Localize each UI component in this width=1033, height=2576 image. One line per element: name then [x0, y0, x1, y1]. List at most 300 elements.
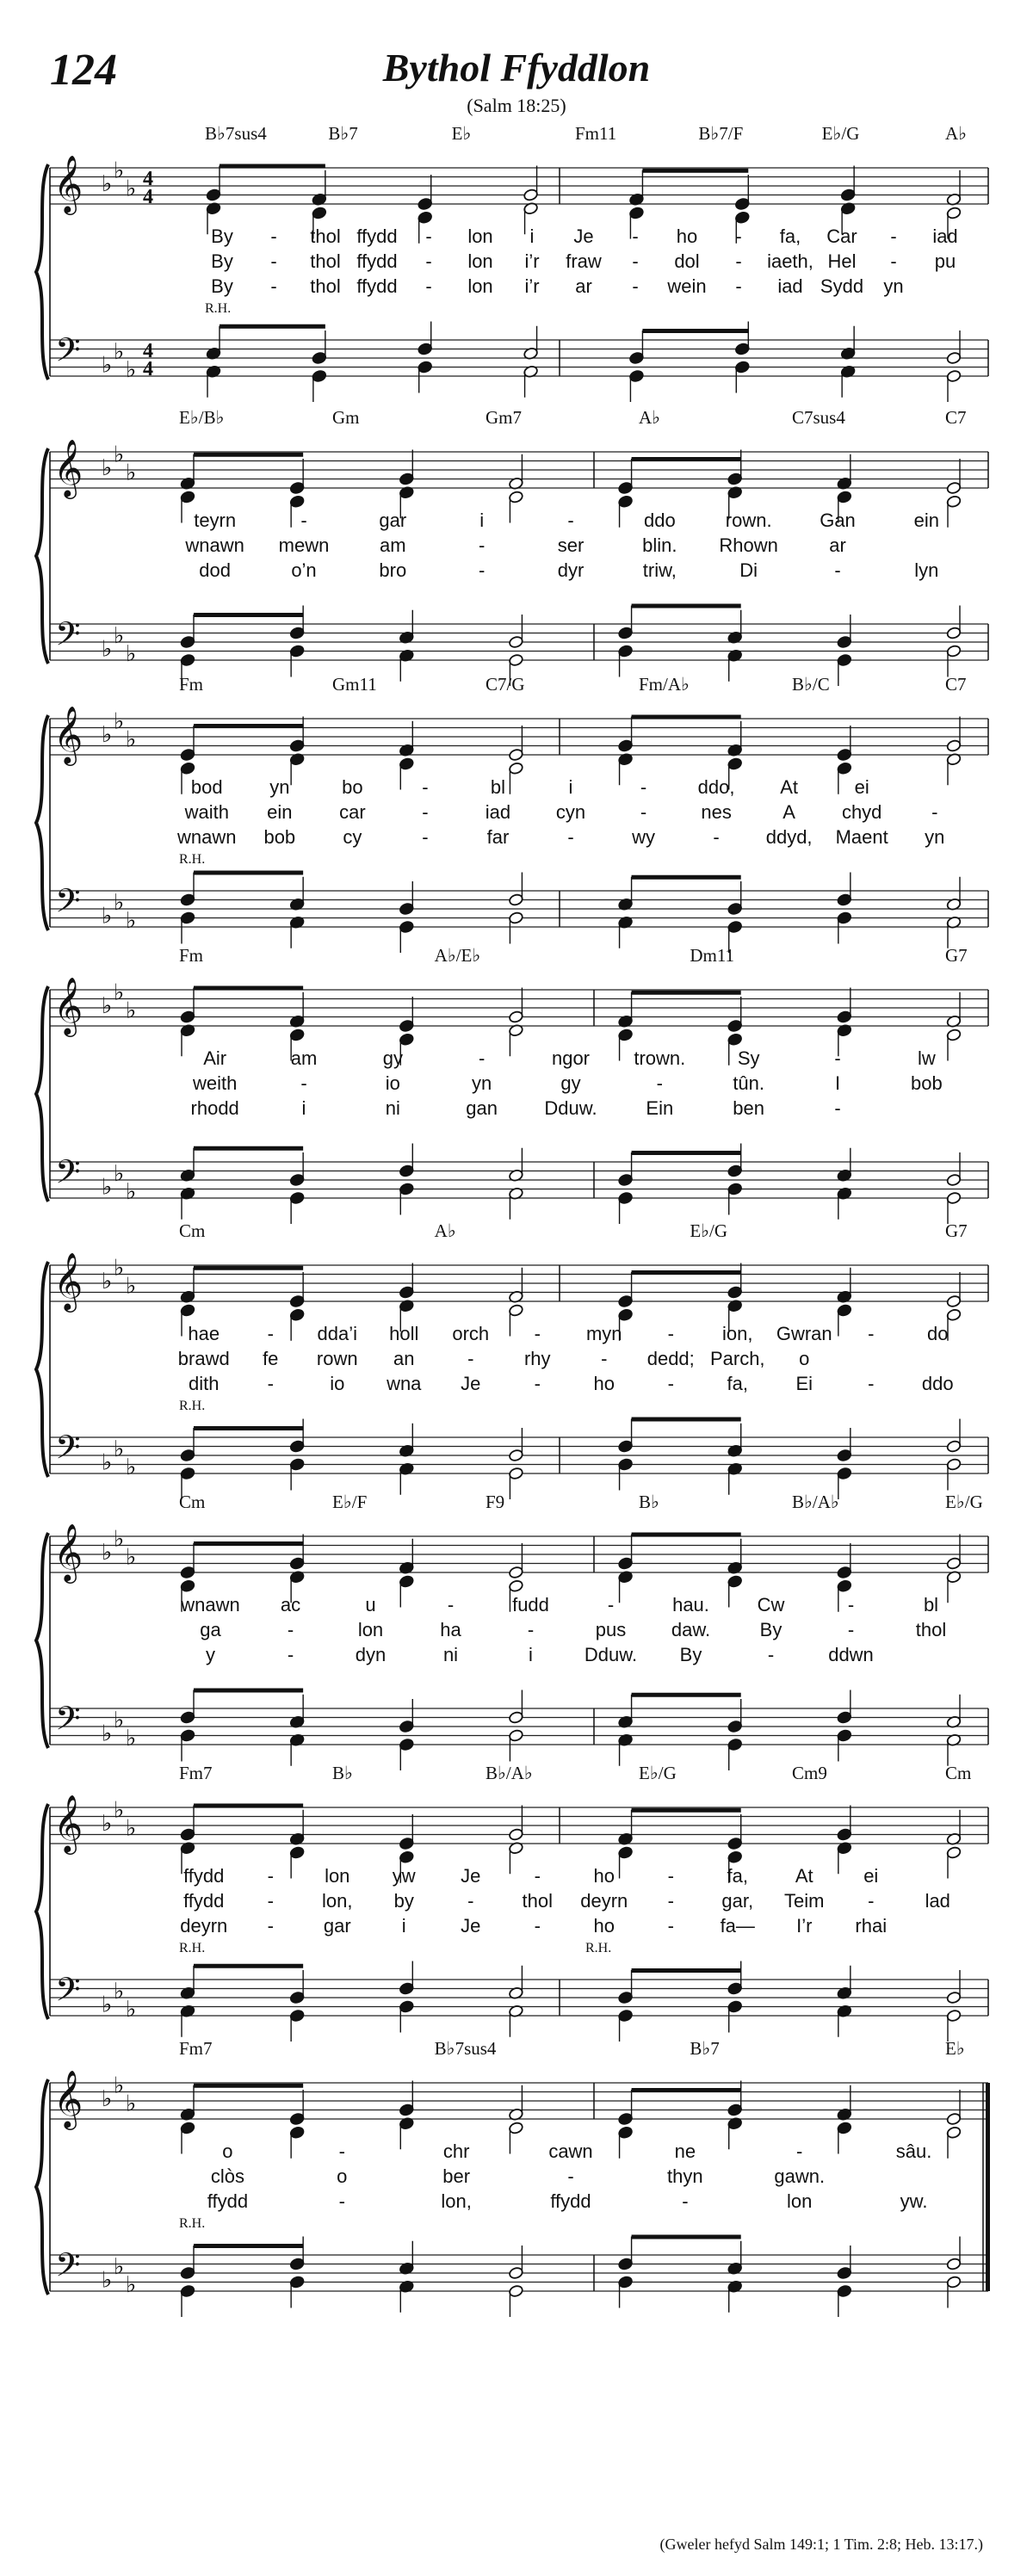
lyric-syllable: dyr: [557, 559, 585, 581]
lyric-hyphen: -: [640, 776, 647, 798]
note-head: [508, 1579, 523, 1592]
lyric-hyphen: -: [834, 1097, 841, 1119]
note-head: [508, 1010, 523, 1023]
lyric-syllable: daw.: [671, 1619, 711, 1640]
lyric-syllable: clòs: [210, 2165, 244, 2187]
system-brace: [36, 1262, 48, 1477]
note-head: [727, 1033, 743, 1046]
chord-symbol: B♭: [332, 1763, 353, 1783]
treble-clef-icon: 𝄞: [53, 705, 84, 763]
flat-icon: ♭: [126, 176, 137, 202]
lyric-syllable: rown.: [725, 510, 772, 531]
right-hand-mark: R.H.: [179, 1941, 206, 1955]
lyric-syllable: i: [568, 776, 573, 798]
chord-symbol: Fm: [179, 674, 204, 695]
note-head: [946, 2112, 962, 2125]
flat-icon: ♭: [126, 1544, 137, 1571]
note-head: [727, 757, 743, 770]
note-head: [837, 2122, 852, 2134]
lyric-syllable: deyrn: [180, 1915, 228, 1937]
flat-icon: ♭: [102, 1269, 113, 1294]
flat-icon: ♭: [126, 1815, 137, 1842]
treble-clef-icon: 𝄞: [53, 1794, 84, 1852]
lyric-syllable: o: [337, 2165, 348, 2187]
note-head: [508, 491, 523, 503]
note-head: [837, 635, 852, 648]
note-head: [289, 1440, 305, 1453]
note-head: [727, 1164, 743, 1177]
note-head: [946, 1191, 962, 1204]
beam: [632, 1418, 741, 1422]
lyric-syllable: ha: [440, 1619, 461, 1640]
chord-symbol: B♭7/F: [698, 123, 744, 144]
flat-icon: ♭: [126, 1996, 137, 2023]
lyric-syllable: chyd: [841, 801, 882, 823]
note-head: [508, 1467, 523, 1480]
note-head: [628, 369, 644, 382]
lyric-hyphen: -: [467, 1348, 474, 1369]
note-head: [946, 2276, 962, 2289]
lyric-hyphen: -: [868, 1890, 875, 1912]
lyric-syllable: rown: [316, 1348, 358, 1369]
note-head: [727, 1982, 743, 1995]
cross-references: (Gweler hefyd Salm 149:1; 1 Tim. 2:8; Heb. 13:17.): [659, 2536, 983, 2553]
lyric-syllable: ffydd: [183, 1890, 225, 1912]
beam: [194, 2244, 303, 2248]
lyric-syllable: ddo: [921, 1373, 954, 1394]
flat-icon: ♭: [114, 889, 125, 916]
chord-symbol: C7sus4: [792, 407, 845, 428]
lyric-syllable: o’n: [291, 559, 317, 581]
note-head: [837, 1467, 852, 1480]
chord-symbol: B♭/A♭: [486, 1763, 533, 1783]
lyric-syllable: wein: [667, 275, 707, 297]
lyric-hyphen: -: [534, 1373, 541, 1394]
note-head: [618, 2276, 634, 2289]
lyric-hyphen: -: [847, 1594, 855, 1615]
lyric-syllable: ser: [557, 534, 585, 556]
note-head: [946, 2258, 962, 2270]
lyric-syllable: lon: [325, 1865, 350, 1887]
chord-symbol: E♭/B♭: [179, 407, 225, 428]
lyric-hyphen: -: [287, 1619, 294, 1640]
lyric-hyphen: -: [338, 2190, 345, 2212]
note-head: [289, 645, 305, 658]
lyric-syllable: gan: [466, 1097, 498, 1119]
lyric-syllable: tûn.: [733, 1072, 765, 1094]
beam: [194, 1266, 303, 1270]
note-head: [508, 911, 523, 924]
lyric-syllable: bl: [923, 1594, 939, 1615]
lyric-syllable: lw: [917, 1047, 936, 1069]
note-head: [180, 1566, 195, 1578]
lyric-syllable: gar: [323, 1915, 351, 1937]
lyric-syllable: am: [290, 1047, 318, 1069]
note-head: [946, 481, 962, 494]
lyric-syllable: i: [529, 225, 535, 247]
lyric-hyphen: -: [682, 2190, 689, 2212]
beam: [632, 1808, 741, 1813]
note-head: [289, 1191, 305, 1204]
lyric-syllable: dith: [189, 1373, 220, 1394]
chord-symbol: C7/G: [486, 674, 525, 695]
note-head: [618, 2126, 634, 2139]
time-signature-top: 4: [143, 340, 153, 362]
lyric-syllable: Car: [826, 225, 857, 247]
note-head: [399, 2000, 414, 2013]
lyric-syllable: lon: [467, 275, 493, 297]
note-head: [727, 1738, 743, 1751]
note-head: [837, 1566, 852, 1578]
note-head: [618, 627, 634, 639]
lyric-syllable: i: [401, 1915, 406, 1937]
lyric-syllable: Gan: [820, 510, 856, 531]
note-head: [180, 1449, 195, 1461]
beam: [194, 986, 303, 991]
lyric-syllable: thol: [310, 225, 341, 247]
beam: [632, 1270, 741, 1275]
note-head: [312, 351, 327, 364]
lyric-hyphen: -: [601, 1348, 608, 1369]
lyric-syllable: thol: [310, 250, 341, 272]
chord-symbol: E♭/G: [945, 1492, 983, 1512]
lyric-syllable: Je: [461, 1865, 481, 1887]
lyric-hyphen: -: [425, 275, 432, 297]
note-head: [946, 2009, 962, 2022]
note-head: [618, 2112, 634, 2125]
beam: [220, 324, 325, 329]
note-head: [727, 1575, 743, 1588]
lyric-syllable: ddyd,: [765, 826, 813, 848]
beam: [632, 875, 741, 880]
lyric-syllable: Sydd: [820, 275, 864, 297]
note-head: [206, 188, 221, 201]
note-head: [727, 2000, 743, 2013]
lyric-syllable: dyn: [355, 1644, 387, 1665]
note-head: [727, 920, 743, 933]
lyric-syllable: lad: [925, 1890, 950, 1912]
lyric-syllable: fudd: [512, 1594, 549, 1615]
music-system: [36, 2038, 990, 2317]
beam: [194, 871, 303, 875]
lyric-hyphen: -: [632, 250, 639, 272]
lyric-hyphen: -: [534, 1915, 541, 1937]
note-head: [180, 1729, 195, 1742]
note-head: [399, 902, 414, 915]
lyric-hyphen: -: [847, 1619, 855, 1640]
lyric-syllable: wnawn: [181, 1594, 240, 1615]
note-head: [399, 757, 414, 770]
flat-icon: ♭: [102, 993, 113, 1019]
beam: [642, 329, 748, 333]
lyric-hyphen: -: [567, 2165, 574, 2187]
note-head: [840, 188, 856, 201]
flat-icon: ♭: [102, 722, 113, 748]
lyric-syllable: orch: [452, 1323, 490, 1344]
note-head: [289, 1846, 305, 1859]
flat-icon: ♭: [102, 455, 113, 481]
lyric-syllable: pu: [934, 250, 956, 272]
lyric-syllable: ffydd: [183, 1865, 225, 1887]
lyric-hyphen: -: [632, 275, 639, 297]
note-head: [946, 739, 962, 752]
lyric-hyphen: -: [425, 225, 432, 247]
lyric-syllable: hau.: [672, 1594, 709, 1615]
note-head: [618, 1308, 634, 1321]
beam: [194, 1426, 303, 1430]
note-head: [946, 1440, 962, 1453]
flat-icon: ♭: [126, 998, 137, 1024]
lyric-syllable: Je: [461, 1373, 481, 1394]
lyric-syllable: bob: [910, 1072, 943, 1094]
lyric-syllable: bo: [342, 776, 363, 798]
lyric-syllable: io: [385, 1072, 400, 1094]
flat-icon: ♭: [126, 1725, 137, 1751]
lyric-hyphen: -: [890, 225, 897, 247]
note-head: [180, 2284, 195, 2297]
system-brace: [36, 986, 48, 1202]
system-brace: [36, 1533, 48, 1748]
note-head: [508, 2266, 523, 2279]
lyric-syllable: Rhown: [719, 534, 778, 556]
song-number: 124: [50, 46, 117, 95]
flat-icon: ♭: [114, 1160, 125, 1187]
lyric-syllable: lon,: [322, 1890, 353, 1912]
treble-clef-icon: 𝄞: [53, 154, 84, 213]
note-head: [399, 473, 414, 485]
note-head: [946, 1458, 962, 1471]
note-head: [180, 1304, 195, 1317]
lyric-hyphen: -: [422, 826, 429, 848]
music-system: [36, 1492, 988, 1770]
lyric-syllable: y: [206, 1644, 215, 1665]
flat-icon: ♭: [102, 2086, 113, 2112]
note-head: [727, 1019, 743, 1032]
chord-symbol: Gm: [332, 407, 360, 428]
note-head: [837, 748, 852, 761]
note-head: [618, 1294, 634, 1307]
note-head: [837, 491, 852, 503]
beam: [632, 604, 741, 608]
lyric-syllable: hae: [188, 1323, 220, 1344]
beam: [632, 1693, 741, 1697]
bass-clef-icon: 𝄢: [55, 330, 81, 377]
flat-icon: ♭: [102, 2267, 113, 2294]
note-head: [418, 343, 433, 355]
chord-symbol: E♭: [451, 123, 472, 144]
chord-symbol: Cm: [179, 1492, 206, 1512]
lyric-syllable: ein: [267, 801, 293, 823]
lyric-hyphen: -: [425, 250, 432, 272]
note-head: [727, 1837, 743, 1850]
lyric-syllable: chr: [442, 2140, 470, 2162]
chord-symbol: Fm7: [179, 2038, 213, 2059]
note-head: [734, 211, 750, 224]
chord-symbol: E♭/G: [639, 1763, 677, 1783]
note-head: [399, 1286, 414, 1299]
bass-clef-icon: 𝄢: [55, 615, 81, 661]
flat-icon: ♭: [102, 636, 113, 663]
beam: [632, 457, 741, 461]
lyric-syllable: iad: [932, 225, 958, 247]
note-head: [312, 207, 327, 219]
lyric-hyphen: -: [338, 2140, 345, 2162]
chord-symbol: Cm: [179, 1220, 206, 1241]
note-head: [418, 197, 433, 210]
flat-icon: ♭: [114, 1978, 125, 2005]
lyric-syllable: by: [393, 1890, 414, 1912]
chord-symbol: A♭: [945, 123, 968, 144]
note-head: [727, 2103, 743, 2116]
lyric-syllable: ffydd: [356, 225, 398, 247]
lyric-syllable: ho: [593, 1373, 615, 1394]
note-head: [946, 1991, 962, 2004]
lyric-syllable: iaeth,: [767, 250, 813, 272]
lyric-syllable: waith: [184, 801, 229, 823]
beam: [632, 1151, 741, 1155]
lyric-syllable: ddwn: [828, 1644, 874, 1665]
lyric-syllable: ei: [863, 1865, 879, 1887]
music-system: [36, 407, 988, 686]
flat-icon: ♭: [102, 352, 113, 379]
lyric-syllable: wy: [632, 826, 655, 848]
note-head: [508, 2284, 523, 2297]
lyric-syllable: ne: [674, 2140, 696, 2162]
lyric-syllable: rhodd: [190, 1097, 239, 1119]
lyric-syllable: cawn: [548, 2140, 593, 2162]
lyric-hyphen: -: [267, 1373, 274, 1394]
lyric-syllable: ac: [280, 1594, 301, 1615]
lyric-syllable: gawn.: [774, 2165, 826, 2187]
lyric-syllable: gy: [382, 1047, 403, 1069]
note-head: [618, 495, 634, 508]
note-head: [180, 2266, 195, 2279]
bass-clef-icon: 𝄢: [55, 1428, 81, 1474]
note-head: [727, 473, 743, 485]
note-head: [837, 2266, 852, 2279]
lyric-syllable: blin.: [642, 534, 677, 556]
note-head: [289, 1029, 305, 1041]
chord-symbol: G7: [945, 945, 968, 966]
chord-symbol: Fm7: [179, 1763, 213, 1783]
chord-symbol: B♭/C: [792, 674, 830, 695]
lyric-syllable: A: [782, 801, 795, 823]
lyric-hyphen: -: [667, 1323, 674, 1344]
lyric-syllable: ho: [593, 1865, 615, 1887]
lyric-syllable: Je: [573, 225, 594, 247]
lyric-hyphen: -: [667, 1865, 674, 1887]
lyric-syllable: Dduw.: [584, 1644, 638, 1665]
lyric-syllable: yn: [883, 275, 904, 297]
note-head: [508, 1711, 523, 1724]
note-head: [289, 2009, 305, 2022]
flat-icon: ♭: [114, 622, 125, 649]
lyric-syllable: Dduw.: [544, 1097, 597, 1119]
note-head: [523, 188, 539, 201]
treble-clef-icon: 𝄞: [53, 1523, 84, 1581]
lyric-syllable: ffydd: [550, 2190, 591, 2212]
note-head: [418, 211, 433, 224]
lyric-syllable: fa,: [779, 225, 801, 247]
lyric-syllable: car: [339, 801, 366, 823]
flat-icon: ♭: [126, 640, 137, 667]
note-head: [837, 911, 852, 924]
lyric-syllable: fe: [263, 1348, 279, 1369]
note-head: [837, 1304, 852, 1317]
lyric-syllable: myn: [585, 1323, 622, 1344]
beam: [632, 991, 741, 995]
note-head: [727, 1850, 743, 1863]
chord-symbol: E♭/G: [821, 123, 860, 144]
lyric-syllable: Parch,: [709, 1348, 765, 1369]
lyric-syllable: Air: [203, 1047, 227, 1069]
lyric-syllable: fraw: [566, 250, 602, 272]
lyric-syllable: fa—: [720, 1915, 755, 1937]
lyric-syllable: By: [759, 1619, 782, 1640]
lyric-hyphen: -: [632, 225, 639, 247]
note-head: [727, 1720, 743, 1733]
lyric-syllable: ben: [733, 1097, 765, 1119]
chord-symbol: Fm/A♭: [639, 674, 690, 695]
lyric-hyphen: -: [422, 801, 429, 823]
note-head: [180, 748, 195, 761]
note-head: [837, 1010, 852, 1023]
note-head: [508, 635, 523, 648]
lyric-hyphen: -: [667, 1890, 674, 1912]
lyric-syllable: lon: [467, 250, 493, 272]
flat-icon: ♭: [114, 442, 125, 468]
note-head: [399, 1982, 414, 1995]
flat-icon: ♭: [126, 726, 137, 753]
chord-symbol: B♭/A♭: [792, 1492, 839, 1512]
note-head: [837, 2284, 852, 2297]
note-head: [618, 1191, 634, 1204]
chord-symbol: Gm11: [332, 674, 377, 695]
note-head: [180, 1010, 195, 1023]
lyric-syllable: lon: [357, 1619, 384, 1640]
lyric-syllable: ga: [200, 1619, 221, 1640]
note-head: [180, 893, 195, 906]
lyric-syllable: ni: [442, 1644, 459, 1665]
note-head: [946, 627, 962, 639]
lyric-hyphen: -: [667, 1915, 674, 1937]
chord-symbol: F9: [486, 1492, 505, 1512]
chord-symbol: C7: [945, 407, 967, 428]
chord-symbol: E♭/G: [690, 1220, 728, 1241]
note-head: [618, 1173, 634, 1186]
flat-icon: ♭: [114, 1797, 125, 1824]
flat-icon: ♭: [126, 907, 137, 934]
flat-icon: ♭: [114, 1526, 125, 1553]
lyric-hyphen: -: [796, 2140, 803, 2162]
lyric-syllable: ber: [442, 2165, 471, 2187]
lyric-hyphen: -: [479, 534, 486, 556]
flat-icon: ♭: [102, 1811, 113, 1837]
system-brace: [36, 2079, 48, 2295]
note-head: [508, 1566, 523, 1578]
lyric-hyphen: -: [300, 510, 307, 531]
note-head: [289, 2112, 305, 2125]
lyric-syllable: Cw: [757, 1594, 785, 1615]
note-head: [837, 1828, 852, 1841]
lyric-syllable: lon,: [441, 2190, 472, 2212]
note-head: [946, 1308, 962, 1321]
lyric-syllable: ffydd: [207, 2190, 249, 2212]
lyric-syllable: By: [211, 275, 233, 297]
lyric-hyphen: -: [767, 1644, 775, 1665]
chord-symbol: Cm9: [792, 1763, 827, 1783]
note-head: [180, 635, 195, 648]
